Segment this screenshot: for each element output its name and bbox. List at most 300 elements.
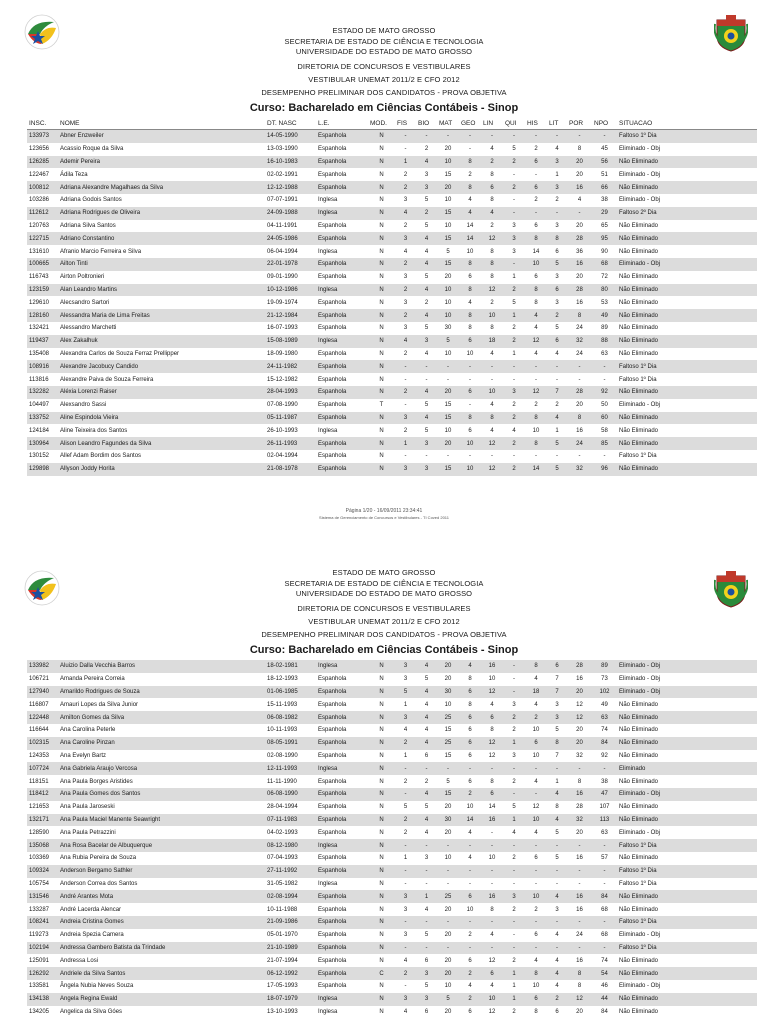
cell-bio: 4 bbox=[416, 660, 437, 673]
cell-dt-nasc: 06-12-1992 bbox=[265, 967, 316, 980]
cell-fis: - bbox=[395, 942, 416, 955]
cell-lit: 3 bbox=[555, 299, 559, 306]
cell-geo: - bbox=[469, 453, 471, 460]
cell-lin: 4 bbox=[490, 427, 494, 434]
cell-lin: - bbox=[481, 762, 503, 775]
cell-dt-nasc: 07-08-1990 bbox=[267, 402, 298, 409]
cell-qui: - bbox=[513, 197, 515, 204]
cell-nome: Ana Carolina Peterle bbox=[60, 727, 116, 734]
cell-his: 6 bbox=[534, 932, 538, 939]
cell-mat: - bbox=[447, 376, 449, 383]
cell-insc: 112612 bbox=[27, 207, 58, 220]
cell-npo: 68 bbox=[601, 906, 608, 913]
cell-fis: 3 bbox=[403, 274, 408, 281]
table-row bbox=[27, 424, 757, 437]
table-row bbox=[27, 373, 757, 386]
cell-lin: 10 bbox=[481, 386, 503, 399]
cell-lin: - bbox=[481, 942, 503, 955]
cell-insc: 129898 bbox=[27, 463, 58, 476]
cell-npo: 84 bbox=[592, 890, 617, 903]
cell-dt-nasc: 22-01-1978 bbox=[265, 258, 316, 271]
cell-mat: - bbox=[437, 942, 459, 955]
cell-por: 20 bbox=[567, 737, 592, 750]
cell-mod: N bbox=[379, 299, 384, 306]
cell-le: Inglesa bbox=[316, 993, 368, 1006]
cell-situacao: Faltoso 1º Dia bbox=[617, 360, 757, 373]
cell-geo: - bbox=[469, 402, 471, 409]
cell-his: - bbox=[525, 942, 547, 955]
cell-bio: 2 bbox=[424, 299, 429, 306]
cell-dt-nasc: 13-10-1993 bbox=[267, 1008, 298, 1015]
cell-lit: - bbox=[547, 360, 567, 373]
cell-le: Espanhola bbox=[318, 804, 347, 811]
cell-mod: N bbox=[368, 284, 395, 297]
cell-his: 4 bbox=[525, 309, 547, 322]
cell-nome: Aline Teixeira dos Santos bbox=[60, 427, 128, 434]
cell-lit: 2 bbox=[547, 993, 567, 1006]
cell-por: 20 bbox=[576, 171, 583, 178]
cell-his: 10 bbox=[525, 814, 547, 827]
cell-por: 16 bbox=[567, 788, 592, 801]
cell-bio: 3 bbox=[424, 171, 429, 178]
table-row bbox=[27, 271, 757, 284]
cell-nome: Ana Paula Maciel Manente Seawright bbox=[58, 814, 265, 827]
cell-bio: 4 bbox=[416, 258, 437, 271]
cell-lit: 4 bbox=[555, 983, 559, 990]
cell-his: 2 bbox=[534, 402, 538, 409]
cell-geo: 2 bbox=[459, 993, 481, 1006]
cell-le: Espanhola bbox=[316, 916, 368, 929]
cell-his: 6 bbox=[534, 274, 538, 281]
cell-geo: - bbox=[469, 146, 471, 153]
cell-bio: 4 bbox=[424, 906, 429, 913]
table-row bbox=[27, 232, 757, 245]
cell-lin: 10 bbox=[481, 309, 503, 322]
cell-lit: 4 bbox=[555, 146, 559, 153]
cell-situacao: Não Eliminado bbox=[617, 737, 757, 750]
cell-nome: Anderson Correa dos Santos bbox=[60, 880, 138, 887]
cell-insc: 122467 bbox=[29, 171, 50, 178]
cell-le: Espanhola bbox=[318, 222, 347, 229]
cell-lit: 1 bbox=[555, 778, 559, 785]
cell-le: Espanhola bbox=[318, 932, 347, 939]
state-line: ESTADO DE MATO GROSSO bbox=[332, 568, 436, 577]
cell-geo: - bbox=[459, 916, 481, 929]
cell-qui: 2 bbox=[512, 727, 516, 734]
table-row bbox=[27, 296, 757, 309]
cell-situacao: Não Eliminado bbox=[619, 957, 659, 964]
cell-bio: 2 bbox=[424, 146, 429, 153]
cell-por: 16 bbox=[567, 258, 592, 271]
cell-mod: N bbox=[379, 274, 384, 281]
cell-mod: N bbox=[379, 983, 384, 990]
cell-geo: 14 bbox=[466, 222, 474, 229]
cell-nome: Ana Caroline Pinzan bbox=[58, 737, 265, 750]
cell-fis: 4 bbox=[403, 248, 408, 255]
cell-le: Espanhola bbox=[318, 299, 347, 306]
cell-dt-nasc: 01-06-1985 bbox=[265, 686, 316, 699]
cell-por: 20 bbox=[567, 686, 592, 699]
cell-mod: N bbox=[368, 309, 395, 322]
cell-situacao: Faltoso 1º Dia bbox=[619, 880, 657, 887]
cell-dt-nasc: 24-09-1988 bbox=[265, 207, 316, 220]
cell-lin: 4 bbox=[490, 146, 494, 153]
cell-mat: 20 bbox=[437, 386, 459, 399]
cell-mat: - bbox=[447, 880, 449, 887]
cell-mod: N bbox=[368, 335, 395, 348]
cell-por: - bbox=[578, 453, 581, 460]
cell-fis: 2 bbox=[403, 778, 408, 785]
cell-dt-nasc: 18-12-1993 bbox=[267, 676, 298, 683]
cell-mat: 20 bbox=[444, 906, 452, 913]
cell-lit: 4 bbox=[555, 932, 559, 939]
cell-his: 6 bbox=[525, 993, 547, 1006]
cell-npo: 57 bbox=[601, 855, 608, 862]
cell-lit: 3 bbox=[555, 906, 559, 913]
cell-bio: - bbox=[416, 839, 437, 852]
cell-por: 8 bbox=[567, 309, 592, 322]
cell-qui: 4 bbox=[512, 427, 516, 434]
cell-nome: Alan Leandro Martins bbox=[58, 284, 265, 297]
cell-situacao: Faltoso 1º Dia bbox=[617, 839, 757, 852]
cell-por: 12 bbox=[567, 993, 592, 1006]
cell-fis: 1 bbox=[403, 855, 408, 862]
cell-fis: 3 bbox=[395, 232, 416, 245]
cell-geo: - bbox=[459, 865, 481, 878]
report-title-line: DESEMPENHO PRELIMINAR DOS CANDIDATOS - PROVA OBJETIVA bbox=[261, 87, 507, 97]
cell-fis: 3 bbox=[395, 993, 416, 1006]
cell-geo: - bbox=[459, 839, 481, 852]
cell-his: 6 bbox=[525, 737, 547, 750]
cell-dt-nasc: 26-11-1993 bbox=[265, 437, 316, 450]
cell-npo: 84 bbox=[592, 737, 617, 750]
cell-geo: 10 bbox=[466, 804, 474, 811]
cell-le: Espanhola bbox=[316, 156, 368, 169]
cell-lin: 2 bbox=[481, 156, 503, 169]
table-row bbox=[27, 399, 757, 412]
cell-npo: 74 bbox=[601, 727, 608, 734]
table-row bbox=[27, 156, 757, 169]
cell-npo: - bbox=[592, 762, 617, 775]
cell-nome: Ana Paula Gomes dos Santos bbox=[58, 788, 265, 801]
cell-geo: 6 bbox=[468, 274, 472, 281]
cell-nome: Abner Enzweiler bbox=[58, 130, 265, 143]
cell-mod: N bbox=[368, 737, 395, 750]
cell-por: 16 bbox=[576, 676, 583, 683]
cell-le: Espanhola bbox=[318, 376, 347, 383]
cell-dt-nasc: 12-11-1993 bbox=[265, 762, 316, 775]
cell-his: 6 bbox=[534, 855, 538, 862]
cell-le: Espanhola bbox=[318, 146, 347, 153]
cell-le: Espanhola bbox=[316, 258, 368, 271]
cell-mat: 20 bbox=[437, 967, 459, 980]
cell-fis: 2 bbox=[403, 171, 408, 178]
cell-mod: N bbox=[368, 130, 395, 143]
cell-por: 36 bbox=[576, 248, 583, 255]
cell-por: 12 bbox=[576, 701, 583, 708]
cell-npo: 63 bbox=[601, 350, 608, 357]
cell-qui: 2 bbox=[503, 463, 525, 476]
table-row bbox=[27, 814, 757, 827]
table-row bbox=[27, 954, 757, 967]
cell-por: 16 bbox=[567, 181, 592, 194]
table-row bbox=[27, 980, 757, 993]
cell-fis: 3 bbox=[403, 676, 408, 683]
course-title: Curso: Bacharelado em Ciências Contábeis - Sinop bbox=[249, 644, 519, 656]
table-row bbox=[27, 967, 757, 980]
exam-line: VESTIBULAR UNEMAT 2011/2 E CFO 2012 bbox=[308, 617, 460, 626]
cell-his: 6 bbox=[534, 222, 538, 229]
cell-geo: 8 bbox=[459, 284, 481, 297]
cell-lin: 4 bbox=[490, 350, 494, 357]
cell-geo: 6 bbox=[468, 1008, 472, 1015]
cell-situacao: Não Eliminado bbox=[617, 967, 757, 980]
cell-bio: 1 bbox=[416, 890, 437, 903]
cell-situacao: Eliminado - Obj bbox=[619, 171, 661, 178]
cell-nome: Ana Gabriela Araujo Vercosa bbox=[58, 762, 265, 775]
cell-mod: N bbox=[379, 676, 384, 683]
cell-bio: - bbox=[416, 865, 437, 878]
cell-lin: - bbox=[491, 880, 493, 887]
cell-por: - bbox=[578, 880, 581, 887]
cell-his: - bbox=[535, 880, 537, 887]
cell-bio: 5 bbox=[424, 676, 429, 683]
cell-npo: 66 bbox=[592, 181, 617, 194]
table-row bbox=[27, 686, 757, 699]
cell-por: 16 bbox=[576, 427, 583, 434]
cell-nome: Andressa Gambero Batista da Trindade bbox=[58, 942, 265, 955]
table-row bbox=[27, 309, 757, 322]
cell-situacao: Não Eliminado bbox=[619, 325, 659, 332]
cell-lin: 6 bbox=[481, 711, 503, 724]
cell-fis: - bbox=[404, 146, 407, 153]
cell-qui: - bbox=[513, 376, 515, 383]
table-row bbox=[27, 737, 757, 750]
cell-geo: 4 bbox=[459, 207, 481, 220]
cell-geo: 10 bbox=[466, 906, 474, 913]
cell-dt-nasc: 19-09-1974 bbox=[267, 299, 298, 306]
cell-lit: 2 bbox=[555, 402, 559, 409]
cell-fis: 4 bbox=[403, 957, 408, 964]
cell-insc: 100812 bbox=[27, 181, 58, 194]
cell-lin: 6 bbox=[481, 788, 503, 801]
cell-geo: 4 bbox=[468, 829, 472, 836]
cell-qui: 2 bbox=[503, 181, 525, 194]
cell-insc: 113816 bbox=[29, 376, 49, 383]
table-row bbox=[27, 360, 757, 373]
cell-geo: 4 bbox=[468, 983, 472, 990]
cell-nome: Alexandra Carlos de Souza Ferraz Prellipper bbox=[60, 350, 180, 357]
cell-por: 16 bbox=[576, 855, 583, 862]
cell-lin: - bbox=[481, 865, 503, 878]
cell-lin: 8 bbox=[490, 778, 494, 785]
cell-dt-nasc: 18-02-1981 bbox=[265, 660, 316, 673]
col-header-por: POR bbox=[567, 118, 592, 130]
cell-npo: 38 bbox=[601, 778, 608, 785]
cell-his: 8 bbox=[534, 1008, 538, 1015]
col-header-geo: GEO bbox=[459, 118, 481, 130]
cell-situacao: Não Eliminado bbox=[617, 890, 757, 903]
cell-dt-nasc: 07-04-1993 bbox=[267, 855, 298, 862]
cell-npo: 68 bbox=[592, 258, 617, 271]
cell-lin: 12 bbox=[481, 463, 503, 476]
cell-bio: 5 bbox=[424, 325, 429, 332]
cell-bio: 5 bbox=[424, 402, 429, 409]
cell-mat: 10 bbox=[444, 983, 452, 990]
cell-lin: 4 bbox=[481, 207, 503, 220]
cell-mod: N bbox=[379, 829, 384, 836]
cell-lit: 5 bbox=[547, 437, 567, 450]
cell-lit: 2 bbox=[555, 197, 559, 204]
cell-bio: 4 bbox=[416, 737, 437, 750]
cell-insc: 131546 bbox=[27, 890, 58, 903]
cell-bio: 4 bbox=[416, 309, 437, 322]
cell-lit: - bbox=[547, 762, 567, 775]
cell-nome: Allef Adam Bordim dos Santos bbox=[60, 453, 142, 460]
cell-qui: - bbox=[513, 880, 515, 887]
cell-his: 2 bbox=[534, 146, 538, 153]
cell-geo: 6 bbox=[468, 778, 472, 785]
cell-fis: 1 bbox=[403, 752, 408, 759]
cell-qui: 3 bbox=[503, 386, 525, 399]
table-row bbox=[27, 711, 757, 724]
cell-qui: - bbox=[503, 839, 525, 852]
cell-mat: 10 bbox=[437, 284, 459, 297]
cell-lit: 4 bbox=[547, 788, 567, 801]
cell-lin: 8 bbox=[490, 325, 494, 332]
col-header-his: HIS bbox=[525, 118, 547, 130]
cell-his: 2 bbox=[534, 197, 538, 204]
cell-fis: 3 bbox=[395, 412, 416, 425]
cell-npo: 63 bbox=[601, 829, 608, 836]
cell-lit: 5 bbox=[547, 463, 567, 476]
cell-insc: 133982 bbox=[27, 660, 58, 673]
report-header bbox=[0, 568, 768, 657]
cell-nome: André Arantes Mota bbox=[58, 890, 265, 903]
cell-fis: 4 bbox=[403, 1008, 408, 1015]
cell-lit: 5 bbox=[555, 855, 559, 862]
cell-lit: 1 bbox=[555, 171, 559, 178]
cell-nome: Adriana Godois Santos bbox=[60, 197, 122, 204]
cell-geo: 4 bbox=[468, 197, 472, 204]
cell-mod: N bbox=[379, 350, 384, 357]
cell-npo: 44 bbox=[592, 993, 617, 1006]
cell-insc: 131610 bbox=[29, 248, 50, 255]
cell-fis: 2 bbox=[395, 309, 416, 322]
cell-situacao: Eliminado - Obj bbox=[617, 788, 757, 801]
cell-le: Espanhola bbox=[318, 983, 347, 990]
cell-nome: Acassio Roque da Silva bbox=[60, 146, 124, 153]
cell-mat: 10 bbox=[444, 222, 452, 229]
cell-npo: 96 bbox=[592, 463, 617, 476]
cell-npo: 73 bbox=[601, 676, 608, 683]
cell-le: Inglesa bbox=[316, 660, 368, 673]
table-row bbox=[27, 660, 757, 673]
cell-mat: 15 bbox=[444, 402, 452, 409]
cell-situacao: Não Eliminado bbox=[619, 804, 659, 811]
cell-le: Espanhola bbox=[316, 232, 368, 245]
cell-lin: 8 bbox=[490, 274, 494, 281]
cell-mod: N bbox=[368, 890, 395, 903]
cell-por: 20 bbox=[576, 274, 583, 281]
cell-bio: 4 bbox=[424, 701, 429, 708]
cell-npo: 65 bbox=[601, 222, 608, 229]
cell-bio: 3 bbox=[416, 967, 437, 980]
cell-por: 32 bbox=[576, 752, 583, 759]
results-table bbox=[27, 118, 757, 476]
cell-npo: 89 bbox=[601, 325, 608, 332]
cell-npo: - bbox=[592, 130, 617, 143]
cell-por: 12 bbox=[567, 711, 592, 724]
cell-lin: 18 bbox=[481, 335, 503, 348]
cell-dt-nasc: 13-03-1990 bbox=[267, 146, 298, 153]
cell-mat: - bbox=[437, 839, 459, 852]
cell-npo: 72 bbox=[601, 274, 608, 281]
cell-mod: N bbox=[368, 437, 395, 450]
cell-dt-nasc: 10-12-1986 bbox=[265, 284, 316, 297]
cell-lin: 12 bbox=[488, 957, 496, 964]
cell-le: Espanhola bbox=[318, 274, 347, 281]
cell-npo: 60 bbox=[592, 412, 617, 425]
cell-lit: 6 bbox=[547, 660, 567, 673]
cell-lin: 2 bbox=[490, 222, 494, 229]
cell-mat: 15 bbox=[437, 788, 459, 801]
table-row bbox=[27, 942, 757, 955]
cell-mod: N bbox=[368, 686, 395, 699]
cell-npo: 49 bbox=[601, 701, 608, 708]
cell-mod: N bbox=[368, 711, 395, 724]
cell-bio: - bbox=[416, 360, 437, 373]
cell-lin: 10 bbox=[488, 676, 496, 683]
cell-lit: - bbox=[556, 376, 558, 383]
cell-geo: - bbox=[469, 880, 471, 887]
cell-bio: 5 bbox=[424, 222, 429, 229]
cell-npo: 74 bbox=[601, 957, 608, 964]
cell-dt-nasc: 10-11-1993 bbox=[267, 727, 298, 734]
cell-insc: 118151 bbox=[29, 778, 49, 785]
cell-le: Inglesa bbox=[316, 284, 368, 297]
cell-mod: N bbox=[379, 197, 384, 204]
cell-fis: 3 bbox=[395, 660, 416, 673]
cell-fis: 3 bbox=[395, 463, 416, 476]
cell-situacao: Não Eliminado bbox=[617, 181, 757, 194]
cell-le: Espanhola bbox=[318, 957, 347, 964]
cell-npo: - bbox=[592, 360, 617, 373]
cell-insc: 105754 bbox=[29, 880, 50, 887]
cell-situacao: Eliminado - Obj bbox=[619, 197, 661, 204]
table-row bbox=[27, 245, 757, 258]
cell-lin: 6 bbox=[481, 181, 503, 194]
cell-mat: 10 bbox=[444, 855, 452, 862]
cell-le: Espanhola bbox=[316, 711, 368, 724]
cell-bio: 3 bbox=[416, 181, 437, 194]
cell-qui: 3 bbox=[512, 701, 516, 708]
cell-insc: 133287 bbox=[29, 906, 50, 913]
cell-his: 2 bbox=[525, 711, 547, 724]
cell-lit: 3 bbox=[555, 274, 559, 281]
cell-qui: - bbox=[503, 130, 525, 143]
table-row bbox=[27, 207, 757, 220]
cell-lit: 4 bbox=[547, 814, 567, 827]
cell-le: Espanhola bbox=[316, 737, 368, 750]
cell-qui: - bbox=[513, 676, 515, 683]
cell-lit: 8 bbox=[555, 804, 559, 811]
cell-qui: - bbox=[513, 171, 515, 178]
cell-bio: 5 bbox=[424, 197, 429, 204]
cell-his: 4 bbox=[534, 829, 538, 836]
cell-situacao: Não Eliminado bbox=[619, 222, 659, 229]
cell-fis: 2 bbox=[395, 284, 416, 297]
